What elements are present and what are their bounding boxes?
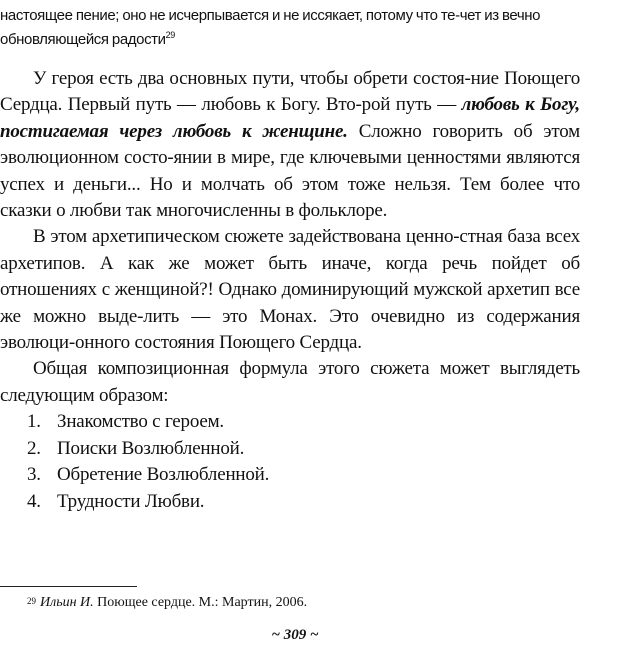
footnote-number: 29 bbox=[27, 596, 36, 606]
list-item bbox=[0, 409, 580, 435]
footnote bbox=[27, 593, 587, 613]
list-item-text: Знакомство с героем. bbox=[57, 411, 224, 433]
list-item-text: Поиски Возлюбленной. bbox=[57, 437, 245, 459]
footnote-divider bbox=[0, 586, 137, 587]
paragraph-text: У героя есть два основных пути, чтобы обрети состоя-ние Поющего Сердца. Первый путь — любовь к Богу. Вто-рой путь — bbox=[0, 68, 580, 116]
footnote-author: Ильин И. bbox=[40, 595, 94, 610]
quote-text: настоящее пение; оно не исчерпывается и не иссякает, потому что те-чет из вечно обновляющейся радости bbox=[0, 7, 541, 48]
list-item bbox=[0, 489, 580, 515]
page-number: ~ 309 ~ bbox=[271, 627, 319, 643]
footnote-text: Поющее сердце. М.: Мартин, 2006. bbox=[93, 595, 308, 610]
paragraph: В этом архетипическом сюжете задействована ценно-стная база всех архетипов. А как же может быть иначе, когда речь пойдет об отношениях с женщиной?! Однако доминирующий мужской архетип все же можно выде-лить — это Монах. Это очевидно из содержания эволюци-онного состояния Поющего Сердца. bbox=[0, 226, 580, 354]
list-item-text: Обретение Возлюбленной. bbox=[57, 464, 270, 486]
emphasized-text: любовь к Богу, постигаемая через любовь к женщине. bbox=[0, 94, 580, 142]
paragraph-text: Сложно говорить об этом эволюционном состо-янии в мире, где ключевыми ценностями являются успех и деньги... Но и молчать об этом тоже нельзя. Тем более что сказки о любви так многочисленны в фольклоре. bbox=[0, 120, 580, 222]
footnote-reference[interactable]: 29 bbox=[165, 30, 175, 40]
list-number: 3. bbox=[27, 464, 41, 486]
list-item bbox=[0, 462, 580, 488]
paragraph: Общая композиционная формула этого сюжета может выглядеть следующим образом: bbox=[0, 358, 580, 406]
list-number: 2. bbox=[27, 437, 41, 459]
quote-continuation bbox=[0, 4, 595, 52]
main-text bbox=[0, 66, 580, 515]
list-number: 4. bbox=[27, 490, 41, 512]
numbered-list bbox=[0, 409, 580, 515]
list-item-text: Трудности Любви. bbox=[57, 490, 205, 512]
paragraph bbox=[0, 66, 580, 224]
list-item bbox=[0, 436, 580, 462]
list-number: 1. bbox=[27, 411, 41, 433]
